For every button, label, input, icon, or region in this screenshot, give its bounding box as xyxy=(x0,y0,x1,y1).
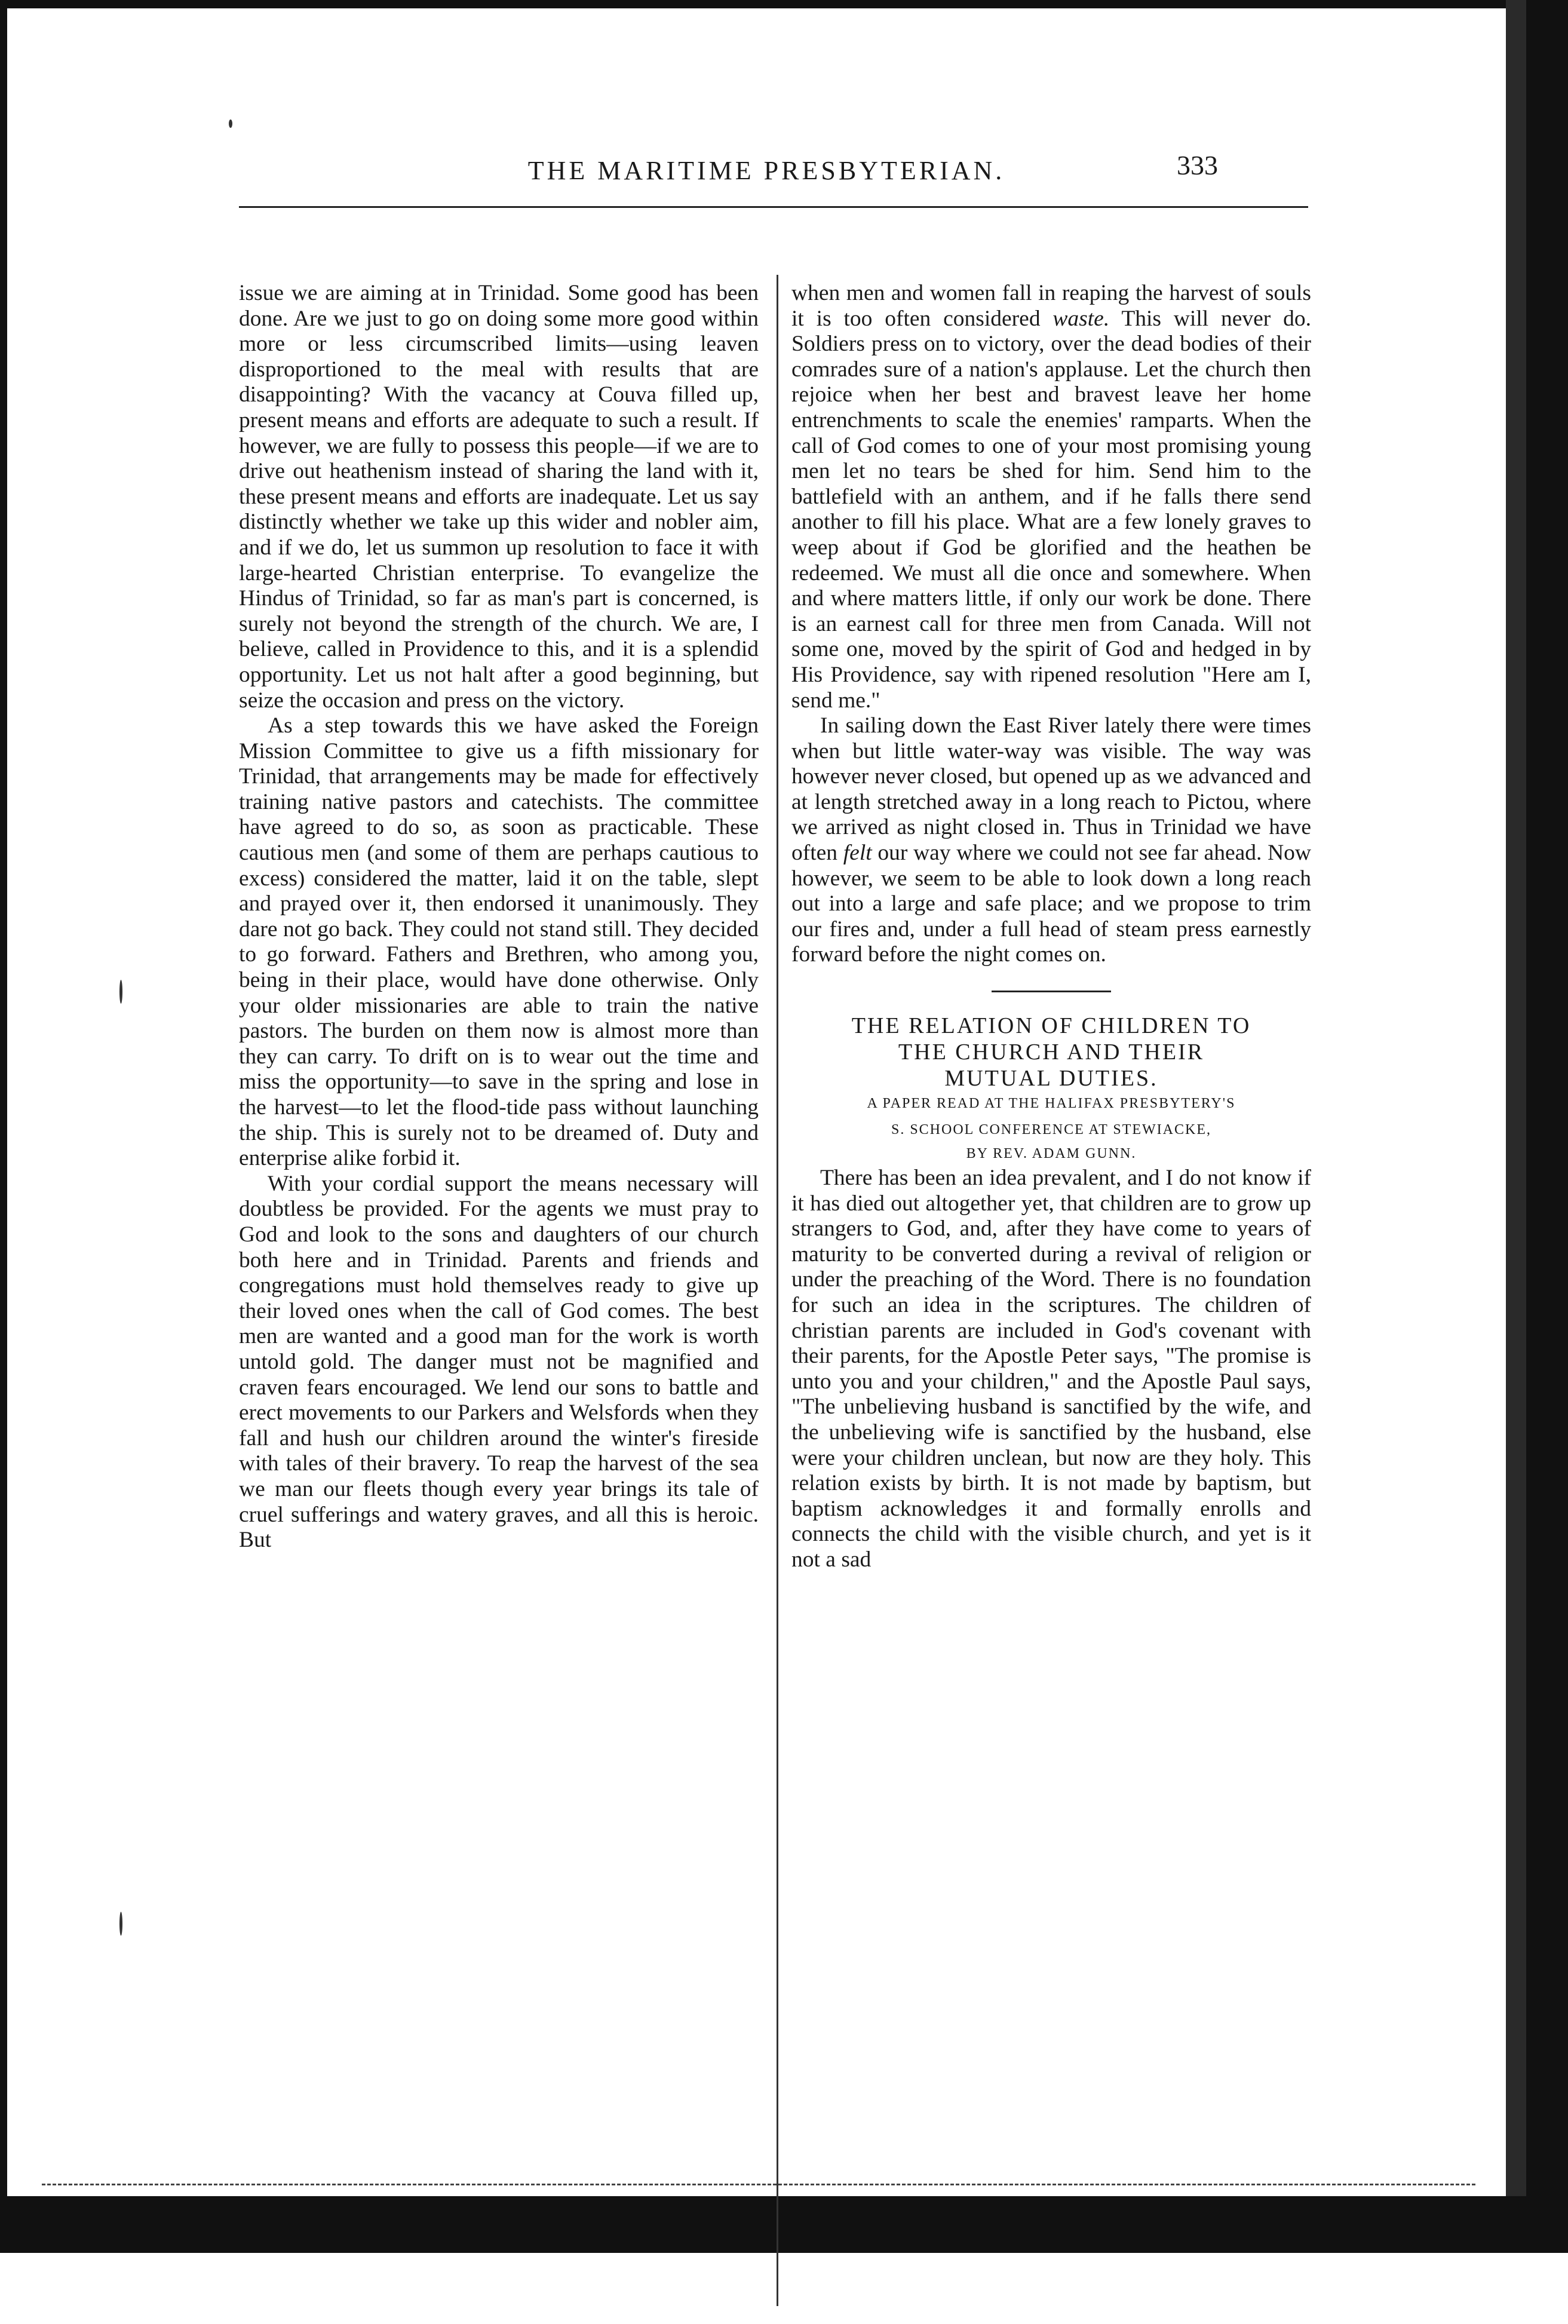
scan-border-left xyxy=(0,0,7,2253)
right-column xyxy=(791,281,1311,2324)
section-title-line-2: THE CHURCH AND THEIR xyxy=(898,1040,1205,1065)
scan-border-bottom xyxy=(0,2196,1568,2253)
right-paragraph-2-a: In sailing down the East River lately there were times when but little water-way was visible. The way was however never closed, but opened up as we advanced and at length stretched away in a long reach to Pictou, where we arrived as night closed in. Thus in Trinidad we have often xyxy=(791,713,1311,866)
right-paragraph-1 xyxy=(791,281,1311,713)
right-paragraph-2 xyxy=(791,713,1311,968)
section-title-line-1: THE RELATION OF CHILDREN TO xyxy=(851,1013,1251,1039)
section-subtitle-2: S. SCHOOL CONFERENCE AT STEWIACKE, xyxy=(891,1122,1212,1138)
left-paragraph-2: As a step towards this we have asked the Foreign Mission Committee to give us a fifth missionary for Trinidad, that arrangements may be made for effectively training native pastors and catechists. The committee have agreed to do so, as soon as practicable. These cautious men (and some of them are perhaps cautious to excess) considered the matter, laid it on the table, slept and prayed over it, then endorsed it unanimously. They dare not go back. They could not stand still. They decided to go forward. Fathers and Brethren, who among you, being in their place, would have done otherwise. Only your older missionaries are able to train the native pastors. The burden on them now is almost more than they can carry. To drift on is to wear out the time and miss the opportunity—to save in the spring and lose in the harvest—to let the flood-tide pass without launching the ship. This is surely not to be dreamed of. Duty and enterprise alike forbid it. xyxy=(239,713,759,1171)
running-title: THE MARITIME PRESBYTERIAN. xyxy=(527,156,1005,185)
scan-bottom-marks xyxy=(42,2184,1475,2187)
scan-speck xyxy=(119,1912,122,1936)
page-number: 333 xyxy=(1177,150,1218,180)
right-paragraph-2-b: our way where we could not see far ahead. Now however, we seem to be able to look down a long reach out into a large and safe place; and we propose to trim our fires and, under a full head of steam press earnestly forward before the night comes on. xyxy=(791,841,1311,967)
column-divider xyxy=(777,275,778,2306)
right-paragraph-2-emphasis: felt xyxy=(843,841,872,866)
left-paragraph-3: With your cordial support the means necessary will doubtless be provided. For the agents we must pray to God and look to the sons and daughters of our church both here and in Trinidad. Parents and friends and congregations must hold themselves ready to give up their loved ones when the call of God comes. The best men are wanted and a good man for the work is worth untold gold. The danger must not be magnified and craven fears encouraged. We lend our sons to battle and erect movements to our Parkers and Welsfords when they fall and hush our children around the winter's fireside with tales of their bravery. To reap the harvest of the sea we man our fleets though every year brings its tale of cruel sufferings and watery graves, and all this is heroic. But xyxy=(239,1171,759,1553)
scan-shadow-right xyxy=(1506,0,1526,2253)
section-title-line-3: MUTUAL DUTIES. xyxy=(944,1066,1158,1092)
scan-speck xyxy=(229,119,232,128)
header-rule xyxy=(239,206,1308,208)
right-paragraph-1-emphasis: waste. xyxy=(1053,306,1110,331)
scan-border-top xyxy=(0,0,1568,8)
right-paragraph-1-a: when men and women fall in reaping the harvest of souls it is too often considered xyxy=(791,281,1311,331)
section-separator xyxy=(992,991,1111,992)
right-paragraph-3: There has been an idea prevalent, and I do not know if it has died out altogether yet, that children are to grow up strangers to God, and, after they have come to years of maturity to be converted during a revival of religion or under the preaching of the Word. There is no foundation for such an idea in the scriptures. The children of christian parents are included in God's covenant with their parents, for the Apostle Peter says, "The promise is unto you and your children," and the Apostle Paul says, "The unbelieving husband is sanctified by the wife, and the unbelieving wife is sanctified by the husband, else were your children unclean, but now are they holy. This relation exists by birth. It is not made by baptism, but baptism acknowledges it and formally enrolls and connects the child with the visible church, and yet is it not a sad xyxy=(791,1166,1311,1572)
section-author: BY REV. ADAM GUNN. xyxy=(966,1146,1137,1162)
scan-border-right xyxy=(1526,0,1568,2253)
left-paragraph-1: issue we are aiming at in Trinidad. Some good has been done. Are we just to go on doing some more good within more or less circumscribed limits—using leaven disproportioned to the meal with results that are disappointing? With the vacancy at Couva filled up, present means and efforts are adequate to such a result. If however, we are fully to possess this people—if we are to drive out heathenism instead of sharing the land with it, these present means and efforts are inadequate. Let us say distinctly whether we take up this wider and nobler aim, and if we do, let us summon up resolution to face it with large-hearted Christian enterprise. To evangelize the Hindus of Trinidad, so far as man's part is concerned, is surely not beyond the strength of the church. We are, I believe, called in Providence to this, and it is a splendid opportunity. Let us not halt after a good beginning, but seize the occasion and press on the victory. xyxy=(239,281,759,713)
left-column xyxy=(239,281,759,2324)
section-subtitle-1: A PAPER READ AT THE HALIFAX PRESBYTERY'S xyxy=(867,1096,1236,1112)
scan-speck xyxy=(119,980,122,1004)
right-paragraph-1-b: This will never do. Soldiers press on to victory, over the dead bodies of their comrades sure of a nation's applause. Let the church then rejoice when her best and bravest leave her home entrenchments to scale the enemies' ramparts. When the call of God comes to one of your most promising young men let no tears be shed for him. Send him to the battlefield with an anthem, and if he falls there send another to fill his place. What are a few lonely graves to weep about if God be glorified and the heathen be redeemed. We must all die once and somewhere. When and where matters little, if only our work be done. There is an earnest call for three men from Canada. Will not some one, moved by the spirit of God and hedged in by His Providence, say with ripened resolution "Here am I, send me." xyxy=(791,306,1311,713)
